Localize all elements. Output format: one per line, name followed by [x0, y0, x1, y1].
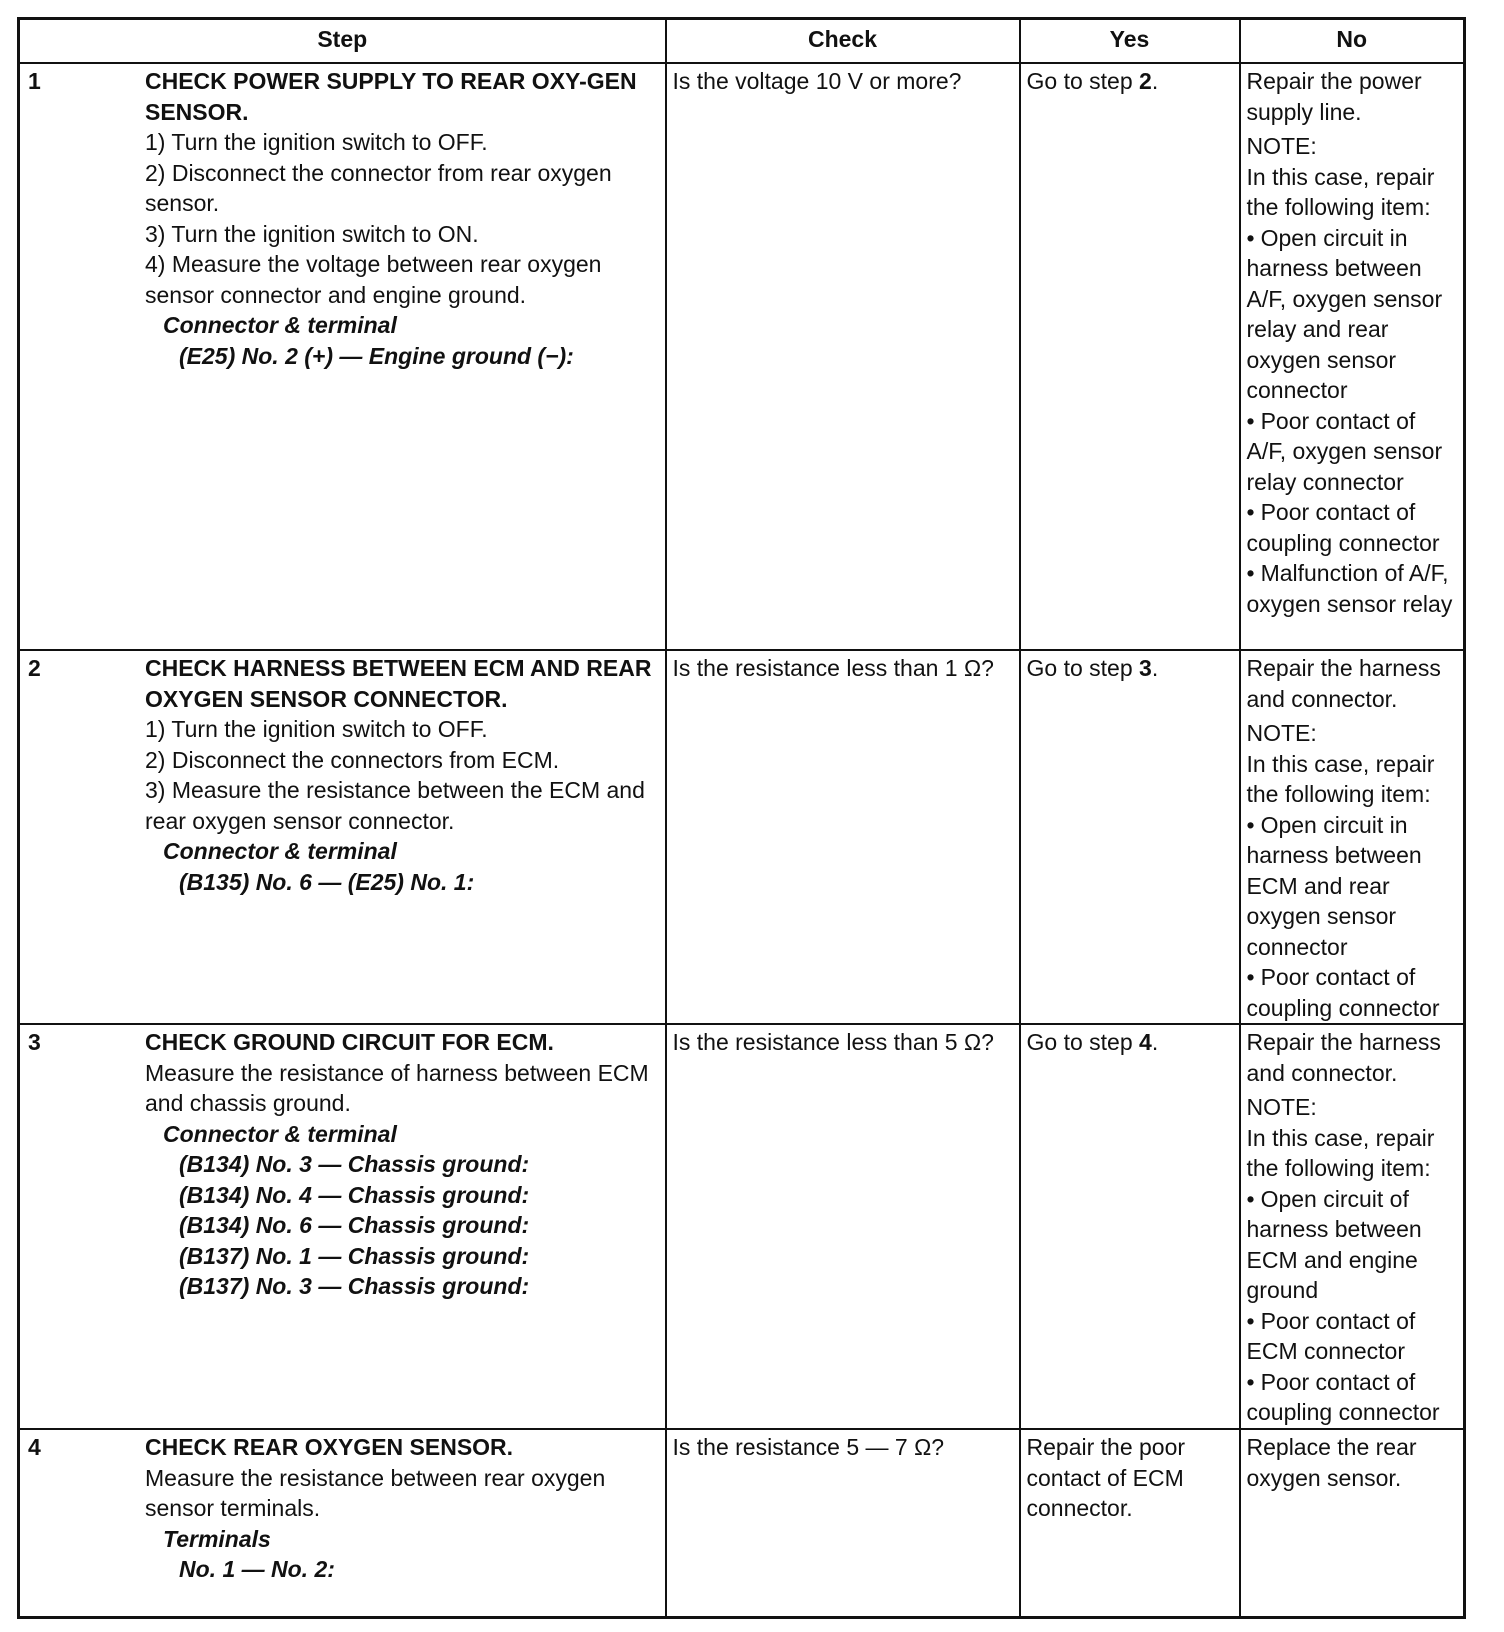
next-step-number: 3 [1139, 655, 1152, 681]
table-row [19, 63, 1465, 650]
step-title: CHECK GROUND CIRCUIT FOR ECM. [145, 1029, 554, 1055]
check-cell: Is the voltage 10 V or more? [666, 63, 1020, 650]
terminals-heading: Terminals [163, 1525, 271, 1552]
connector-terminal: (B134) No. 4 — Chassis ground: [179, 1181, 530, 1208]
note-bullet: • Poor contact of coupling connector [1247, 497, 1458, 558]
yes-text: Go to step [1026, 655, 1140, 681]
note-bullet: • Open circuit in harness between ECM and rear oxygen sensor connector [1247, 810, 1458, 963]
step-instruction: 2) Disconnect the connector from rear oxygen sensor. [145, 159, 612, 216]
note-bullet: • Open circuit of harness between ECM and engine ground [1247, 1184, 1458, 1306]
note-label: NOTE: [1246, 720, 1317, 746]
terminal-pair: No. 1 — No. 2: [179, 1556, 335, 1582]
yes-text: Go to step [1026, 68, 1140, 94]
yes-cell [1020, 1024, 1240, 1429]
no-cell [1240, 650, 1465, 1024]
yes-cell [1020, 650, 1240, 1024]
note-bullet: • Malfunction of A/F, oxygen sensor relay [1247, 558, 1458, 619]
connector-terminal: (E25) No. 2 (+) — Engine ground (−): [179, 342, 574, 369]
step-title: CHECK POWER SUPPLY TO REAR OXY-GEN SENSOR. [145, 68, 637, 125]
header-step: Step [19, 19, 666, 64]
note-bullet: • Poor contact of coupling connector [1247, 1367, 1458, 1428]
step-cell [19, 1429, 666, 1617]
step-number: 4 [28, 1434, 41, 1460]
note-bullet: • Poor contact of coupling connector [1247, 962, 1458, 1023]
next-step-number: 2 [1139, 68, 1152, 94]
check-cell: Is the resistance less than 5 Ω? [666, 1024, 1020, 1429]
note-intro: In this case, repair the following item: [1246, 163, 1435, 220]
yes-suffix: . [1151, 68, 1159, 94]
step-cell [19, 1024, 666, 1429]
step-cell [19, 650, 666, 1024]
table-header-row [19, 19, 1465, 64]
connector-terminal: (B134) No. 3 — Chassis ground: [179, 1151, 530, 1177]
step-instruction: 1) Turn the ignition switch to OFF. [145, 129, 488, 155]
step-number: 2 [28, 655, 41, 681]
yes-suffix: . [1151, 655, 1159, 681]
step-number: 3 [28, 1029, 41, 1055]
table-row [19, 1024, 1465, 1429]
check-cell: Is the resistance less than 1 Ω? [666, 650, 1020, 1024]
connector-heading: Connector & terminal [163, 312, 397, 338]
yes-suffix: . [1151, 1029, 1159, 1055]
connector-heading: Connector & terminal [163, 1120, 397, 1147]
note-bullet: • Open circuit in harness between A/F, oxygen sensor relay and rear oxygen sensor connector [1247, 223, 1458, 406]
no-cell: Replace the rear oxygen sensor. [1240, 1429, 1465, 1617]
note-label: NOTE: [1246, 1094, 1317, 1120]
header-yes: Yes [1020, 19, 1240, 64]
connector-terminal: (B135) No. 6 — (E25) No. 1: [179, 868, 475, 895]
connector-terminal: (B137) No. 3 — Chassis ground: [179, 1273, 530, 1299]
no-action: Repair the harness and connector. [1246, 1029, 1441, 1086]
yes-text: Go to step [1026, 1029, 1140, 1055]
connector-terminal: (B137) No. 1 — Chassis ground: [179, 1242, 530, 1269]
step-instruction: 4) Measure the voltage between rear oxygen sensor connector and engine ground. [145, 251, 602, 308]
note-bullet: • Poor contact of ECM connector [1247, 1306, 1458, 1367]
next-step-number: 4 [1139, 1029, 1152, 1055]
connector-heading: Connector & terminal [163, 838, 397, 864]
header-check: Check [666, 19, 1020, 64]
yes-cell: Repair the poor contact of ECM connector. [1020, 1429, 1240, 1617]
step-instruction: 3) Turn the ignition switch to ON. [145, 220, 479, 247]
note-label: NOTE: [1246, 133, 1317, 159]
note-intro: In this case, repair the following item: [1246, 750, 1435, 807]
step-title: CHECK REAR OXYGEN SENSOR. [145, 1434, 514, 1460]
no-cell [1240, 1024, 1465, 1429]
check-cell: Is the resistance 5 — 7 Ω? [666, 1429, 1020, 1617]
step-instruction: Measure the resistance of harness between ECM and chassis ground. [145, 1059, 649, 1116]
step-number: 1 [28, 68, 41, 94]
note-intro: In this case, repair the following item: [1246, 1124, 1435, 1181]
header-no: No [1240, 19, 1465, 64]
diagnostic-table [17, 17, 1466, 1619]
no-cell [1240, 63, 1465, 650]
table-row [19, 1429, 1465, 1617]
no-action: Repair the harness and connector. [1246, 655, 1441, 712]
step-cell [19, 63, 666, 650]
step-instruction: 3) Measure the resistance between the ECM and rear oxygen sensor connector. [145, 777, 645, 834]
step-instruction: Measure the resistance between rear oxygen sensor terminals. [145, 1464, 606, 1521]
step-instruction: 2) Disconnect the connectors from ECM. [145, 746, 560, 773]
note-bullet: • Poor contact of A/F, oxygen sensor relay connector [1247, 406, 1458, 498]
step-instruction: 1) Turn the ignition switch to OFF. [145, 716, 488, 742]
yes-cell [1020, 63, 1240, 650]
step-title: CHECK HARNESS BETWEEN ECM AND REAR OXYGEN SENSOR CONNECTOR. [145, 655, 652, 712]
connector-terminal: (B134) No. 6 — Chassis ground: [179, 1212, 530, 1238]
table-row [19, 650, 1465, 1024]
no-action: Repair the power supply line. [1246, 68, 1422, 125]
